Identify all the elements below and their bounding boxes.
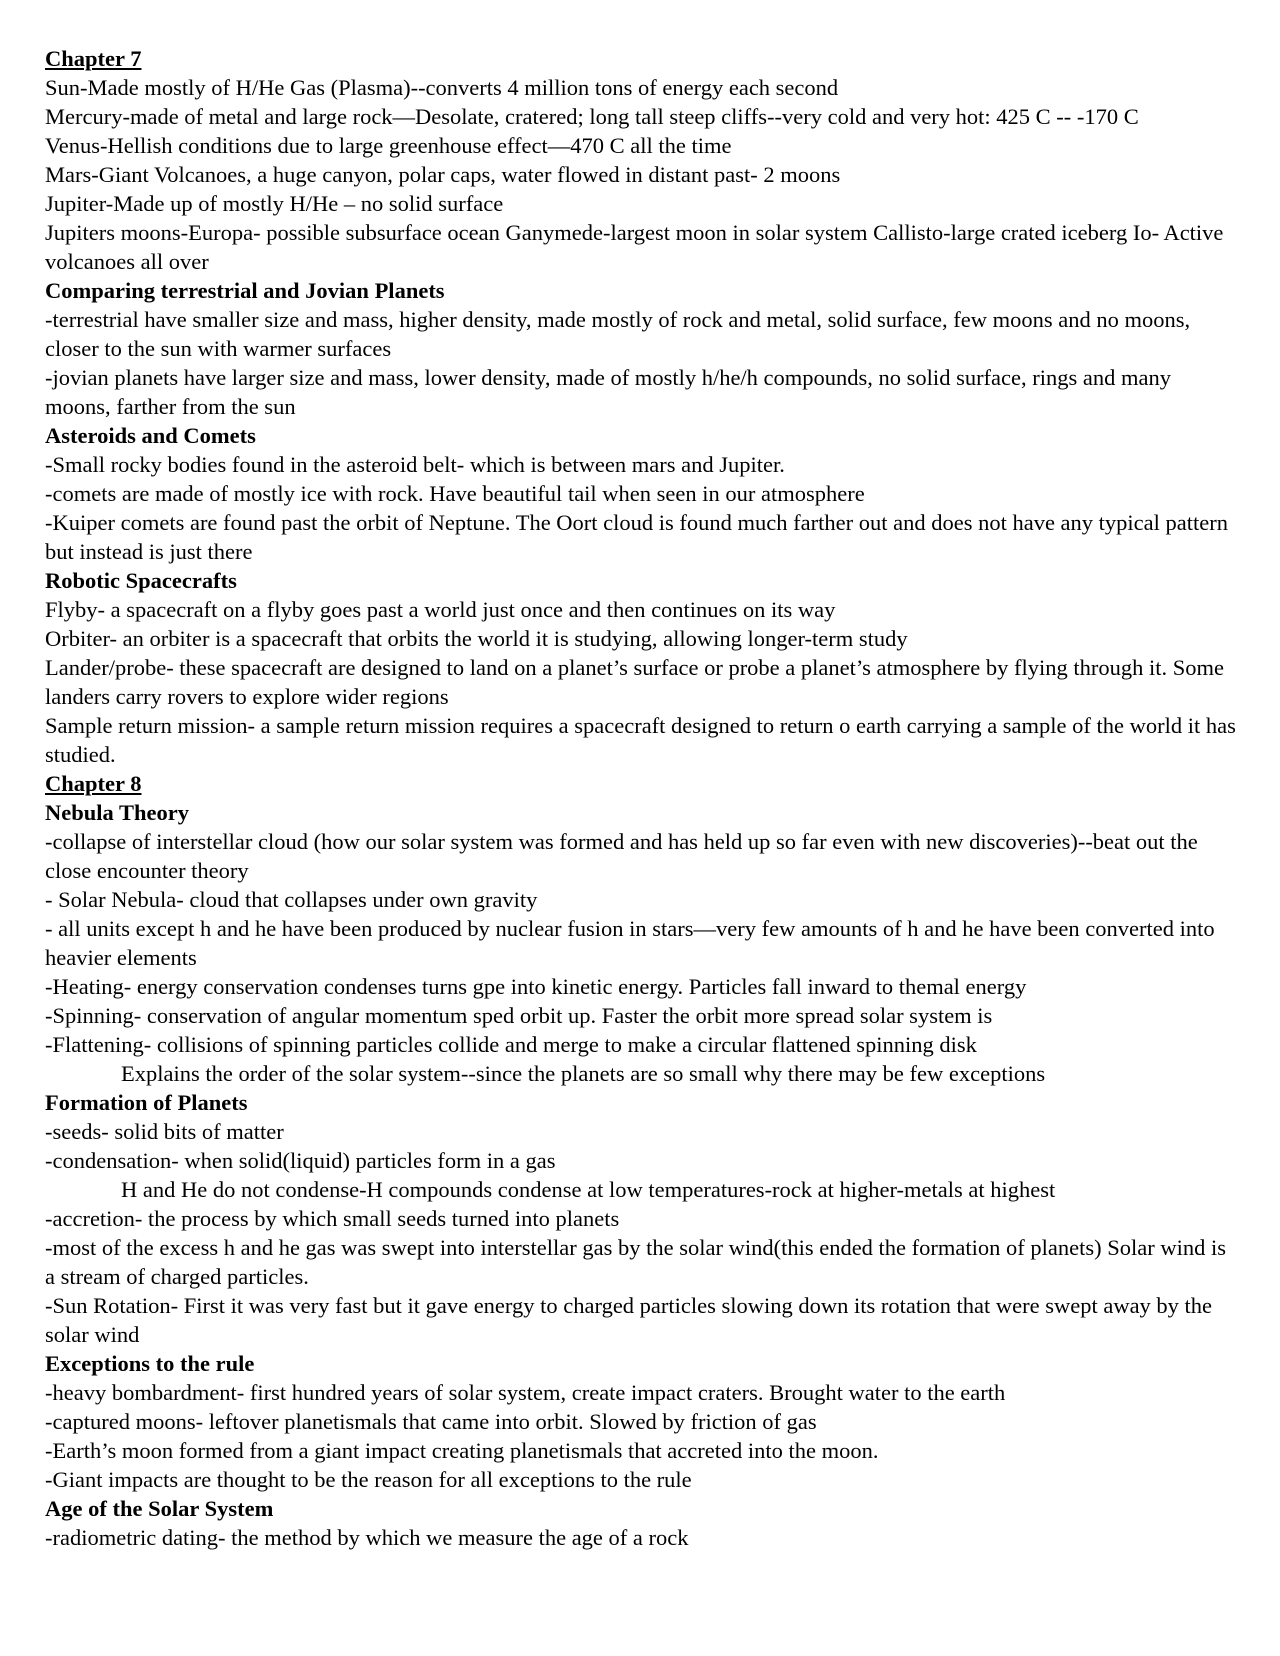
flyby-note: Flyby- a spacecraft on a flyby goes past a world just once and then continues on its way (45, 597, 836, 622)
asteroids-note: -Small rocky bodies found in the asteroid belt- which is between mars and Jupiter. (45, 452, 785, 477)
seeds-note: -seeds- solid bits of matter (45, 1119, 284, 1144)
comets-note: -comets are made of mostly ice with rock. Have beautiful tail when seen in our atmosphere (45, 481, 865, 506)
heating-note: -Heating- energy conservation condenses turns gpe into kinetic energy. Particles fall inward to themal energy (45, 974, 1027, 999)
spinning-note: -Spinning- conservation of angular momentum sped orbit up. Faster the orbit more spread solar system is (45, 1003, 993, 1028)
orbiter-note: Orbiter- an orbiter is a spacecraft that orbits the world it is studying, allowing longer-term study (45, 626, 908, 651)
collapse-note: -collapse of interstellar cloud (how our solar system was formed and has held up so far even with new discoveries)--beat out the close encounter theory (45, 829, 1198, 883)
venus-note: Venus-Hellish conditions due to large greenhouse effect—470 C all the time (45, 133, 732, 158)
chapter-7-heading: Chapter 7 (45, 46, 142, 71)
section-heading-comparing-planets: Comparing terrestrial and Jovian Planets (45, 278, 445, 303)
heavy-bombardment-note: -heavy bombardment- first hundred years of solar system, create impact craters. Brought water to the earth (45, 1380, 1006, 1405)
nuclear-fusion-note: - all units except h and he have been produced by nuclear fusion in stars—very few amounts of h and he have been converted into heavier elements (45, 916, 1215, 970)
section-heading-exceptions: Exceptions to the rule (45, 1351, 255, 1376)
order-explanation-note: Explains the order of the solar system--since the planets are so small why there may be few exceptions (121, 1061, 1046, 1086)
mercury-note: Mercury-made of metal and large rock—Desolate, cratered; long tall steep cliffs--very cold and very hot: 425 C -- -170 C (45, 104, 1139, 129)
solar-nebula-note: - Solar Nebula- cloud that collapses under own gravity (45, 887, 538, 912)
condensation-note: -condensation- when solid(liquid) particles form in a gas (45, 1148, 556, 1173)
section-heading-formation-of-planets: Formation of Planets (45, 1090, 248, 1115)
earth-moon-note: -Earth’s moon formed from a giant impact creating planetismals that accreted into the moon. (45, 1438, 879, 1463)
captured-moons-note: -captured moons- leftover planetismals that came into orbit. Slowed by friction of gas (45, 1409, 817, 1434)
jupiter-note: Jupiter-Made up of mostly H/He – no solid surface (45, 191, 504, 216)
chapter-8-heading: Chapter 8 (45, 771, 142, 796)
condensation-detail-note: H and He do not condense-H compounds condense at low temperatures-rock at higher-metals at highest (121, 1177, 1056, 1202)
sun-rotation-note: -Sun Rotation- First it was very fast but it gave energy to charged particles slowing down its rotation that were swept away by the solar wind (45, 1293, 1213, 1347)
section-heading-asteroids-comets: Asteroids and Comets (45, 423, 256, 448)
giant-impacts-note: -Giant impacts are thought to be the reason for all exceptions to the rule (45, 1467, 692, 1492)
flattening-note: -Flattening- collisions of spinning particles collide and merge to make a circular flattened spinning disk (45, 1032, 977, 1057)
lander-probe-note: Lander/probe- these spacecraft are designed to land on a planet’s surface or probe a planet’s atmosphere by flying through it. Some landers carry rovers to explore wider regions (45, 655, 1224, 709)
radiometric-dating-note: -radiometric dating- the method by which we measure the age of a rock (45, 1525, 689, 1550)
mars-note: Mars-Giant Volcanoes, a huge canyon, polar caps, water flowed in distant past- 2 moons (45, 162, 841, 187)
section-heading-robotic-spacecrafts: Robotic Spacecrafts (45, 568, 237, 593)
terrestrial-note: -terrestrial have smaller size and mass, higher density, made mostly of rock and metal, solid surface, few moons and no moons, closer to the sun with warmer surfaces (45, 307, 1191, 361)
document-page (45, 44, 1241, 1552)
sun-note: Sun-Made mostly of H/He Gas (Plasma)--converts 4 million tons of energy each second (45, 75, 839, 100)
section-heading-age-of-solar-system: Age of the Solar System (45, 1496, 274, 1521)
solar-wind-note: -most of the excess h and he gas was swept into interstellar gas by the solar wind(this ended the formation of planets) Solar wind is a stream of charged particles. (45, 1235, 1226, 1289)
section-heading-nebula-theory: Nebula Theory (45, 800, 189, 825)
jovian-note: -jovian planets have larger size and mass, lower density, made of mostly h/he/h compounds, no solid surface, rings and many moons, farther from the sun (45, 365, 1171, 419)
jupiter-moons-note: Jupiters moons-Europa- possible subsurface ocean Ganymede-largest moon in solar system Callisto-large crated iceberg Io- Active volcanoes all over (45, 220, 1224, 274)
kuiper-oort-note: -Kuiper comets are found past the orbit of Neptune. The Oort cloud is found much farther out and does not have any typical pattern but instead is just there (45, 510, 1228, 564)
accretion-note: -accretion- the process by which small seeds turned into planets (45, 1206, 620, 1231)
sample-return-note: Sample return mission- a sample return mission requires a spacecraft designed to return o earth carrying a sample of the world it has studied. (45, 713, 1236, 767)
